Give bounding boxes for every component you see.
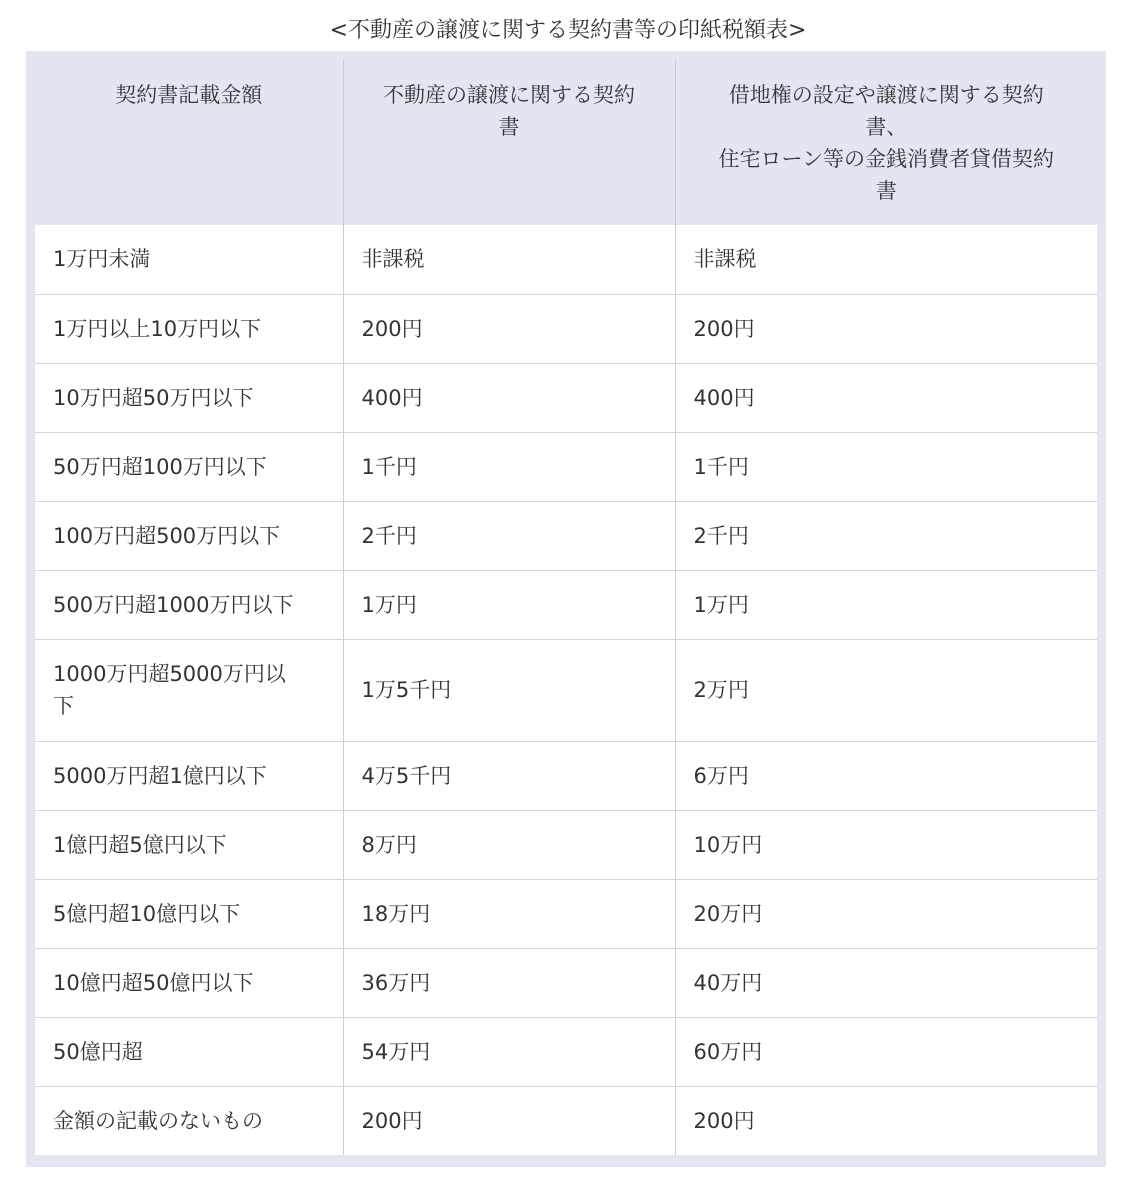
header-line: 契約書記載金額 xyxy=(115,83,263,107)
amount-cell: 500万円超1000万円以下 xyxy=(35,570,343,639)
amount-cell: 10億円超50億円以下 xyxy=(35,948,343,1017)
leasehold-tax-cell: 40万円 xyxy=(675,948,1097,1017)
leasehold-tax-cell: 20万円 xyxy=(675,879,1097,948)
leasehold-tax-cell: 1万円 xyxy=(675,570,1097,639)
real-estate-tax-cell: 1千円 xyxy=(343,432,675,501)
real-estate-tax-cell: 400円 xyxy=(343,363,675,432)
stamp-tax-table xyxy=(35,59,1097,1155)
real-estate-tax-cell: 非課税 xyxy=(343,225,675,294)
leasehold-tax-cell: 2千円 xyxy=(675,501,1097,570)
real-estate-tax-cell: 200円 xyxy=(343,294,675,363)
stamp-tax-table-frame xyxy=(26,51,1106,1167)
leasehold-tax-cell: 200円 xyxy=(675,1086,1097,1155)
amount-line: 1000万円超5000万円以 xyxy=(53,662,286,686)
table-row xyxy=(35,432,1097,501)
leasehold-tax-cell: 2万円 xyxy=(675,639,1097,741)
leasehold-tax-cell: 200円 xyxy=(675,294,1097,363)
leasehold-tax-cell: 400円 xyxy=(675,363,1097,432)
amount-cell: 1万円以上10万円以下 xyxy=(35,294,343,363)
amount-cell: 1万円未満 xyxy=(35,225,343,294)
table-row xyxy=(35,294,1097,363)
real-estate-tax-cell: 2千円 xyxy=(343,501,675,570)
leasehold-tax-cell: 非課税 xyxy=(675,225,1097,294)
amount-cell: 50万円超100万円以下 xyxy=(35,432,343,501)
table-row xyxy=(35,570,1097,639)
table-row xyxy=(35,225,1097,294)
header-line: 住宅ローン等の金銭消費者貸借契約 xyxy=(718,147,1055,171)
amount-cell: 100万円超500万円以下 xyxy=(35,501,343,570)
leasehold-tax-cell: 1千円 xyxy=(675,432,1097,501)
amount-cell: 10万円超50万円以下 xyxy=(35,363,343,432)
amount-line-wrap: 下 xyxy=(53,694,74,718)
header-line: 書 xyxy=(498,115,520,139)
header-leasehold-loan xyxy=(675,59,1097,225)
amount-cell: 50億円超 xyxy=(35,1017,343,1086)
table-caption: <不動産の譲渡に関する契約書等の印紙税額表> xyxy=(329,18,807,43)
real-estate-tax-cell: 8万円 xyxy=(343,810,675,879)
header-line: 借地権の設定や譲渡に関する契約 xyxy=(728,83,1044,107)
table-row xyxy=(35,810,1097,879)
real-estate-tax-cell: 1万5千円 xyxy=(343,639,675,741)
real-estate-tax-cell: 200円 xyxy=(343,1086,675,1155)
real-estate-tax-cell: 4万5千円 xyxy=(343,741,675,810)
amount-cell: 5000万円超1億円以下 xyxy=(35,741,343,810)
table-row xyxy=(35,363,1097,432)
table-row xyxy=(35,1086,1097,1155)
header-contract-amount xyxy=(35,59,343,225)
table-row xyxy=(35,879,1097,948)
header-line: 書、 xyxy=(865,115,908,139)
header-row xyxy=(35,59,1097,225)
header-real-estate-transfer xyxy=(343,59,675,225)
table-row xyxy=(35,948,1097,1017)
leasehold-tax-cell: 10万円 xyxy=(675,810,1097,879)
table-row xyxy=(35,639,1097,741)
table-row xyxy=(35,501,1097,570)
amount-cell: 金額の記載のないもの xyxy=(35,1086,343,1155)
table-header xyxy=(35,59,1097,225)
real-estate-tax-cell: 54万円 xyxy=(343,1017,675,1086)
amount-cell xyxy=(35,639,343,741)
real-estate-tax-cell: 18万円 xyxy=(343,879,675,948)
amount-cell: 5億円超10億円以下 xyxy=(35,879,343,948)
table-row xyxy=(35,741,1097,810)
header-line: 書 xyxy=(875,179,897,203)
amount-cell: 1億円超5億円以下 xyxy=(35,810,343,879)
real-estate-tax-cell: 36万円 xyxy=(343,948,675,1017)
real-estate-tax-cell: 1万円 xyxy=(343,570,675,639)
table-body xyxy=(35,225,1097,1155)
leasehold-tax-cell: 6万円 xyxy=(675,741,1097,810)
table-row xyxy=(35,1017,1097,1086)
header-line: 不動産の譲渡に関する契約 xyxy=(383,83,635,107)
leasehold-tax-cell: 60万円 xyxy=(675,1017,1097,1086)
